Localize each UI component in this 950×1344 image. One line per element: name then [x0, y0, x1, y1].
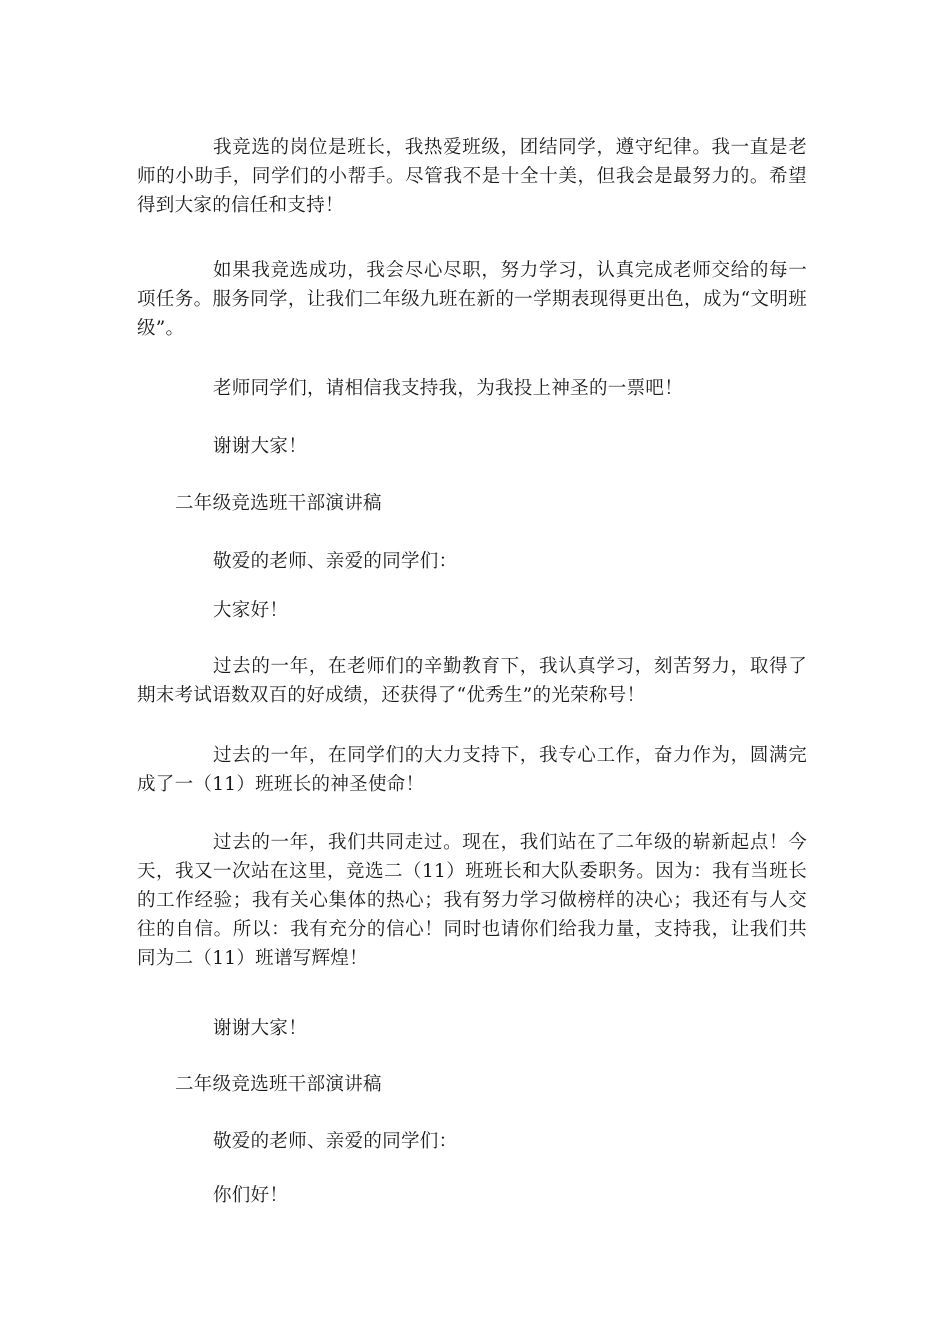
- greeting-1: 大家好！: [213, 600, 289, 621]
- salutation-2: 敬爱的老师、亲爱的同学们：: [213, 1131, 458, 1152]
- paragraph-8: 谢谢大家！: [213, 1018, 308, 1039]
- paragraph-7: 过去的一年，我们共同走过。现在，我们站在了二年级的崭新起点！今天，我又一次站在这里，竞选二（11）班班长和大队委职务。因为：我有当班长的工作经验；我有关心集体的热心；我有努力学习做榜样的决心；我还有与人交往的自信。所以：我有充分的信心！同时也请你们给我力量，支持我，让我们共同为二（11）班谱写辉煌！: [137, 832, 807, 969]
- paragraph-4: 谢谢大家！: [213, 436, 308, 457]
- section-heading-2: 二年级竞选班干部演讲稿: [175, 1074, 382, 1095]
- paragraph-6: 过去的一年，在同学们的大力支持下，我专心工作，奋力作为，圆满完成了一（11）班班长的神圣使命！: [137, 745, 807, 795]
- salutation-1: 敬爱的老师、亲爱的同学们：: [213, 551, 458, 572]
- paragraph-3: 老师同学们，请相信我支持我，为我投上神圣的一票吧！: [213, 378, 684, 399]
- section-heading-1: 二年级竞选班干部演讲稿: [175, 493, 382, 514]
- paragraph-5: 过去的一年，在老师们的辛勤教育下，我认真学习，刻苦努力，取得了期末考试语数双百的好成绩，还获得了“优秀生”的光荣称号！: [137, 656, 807, 706]
- paragraph-2: 如果我竞选成功，我会尽心尽职，努力学习，认真完成老师交给的每一项任务。服务同学，让我们二年级九班在新的一学期表现得更出色，成为“文明班级”。: [137, 260, 807, 339]
- greeting-2: 你们好！: [213, 1185, 289, 1206]
- paragraph-1: 我竞选的岗位是班长，我热爱班级，团结同学，遵守纪律。我一直是老师的小助手，同学们的小帮手。尽管我不是十全十美，但我会是最努力的。希望得到大家的信任和支持！: [137, 137, 807, 216]
